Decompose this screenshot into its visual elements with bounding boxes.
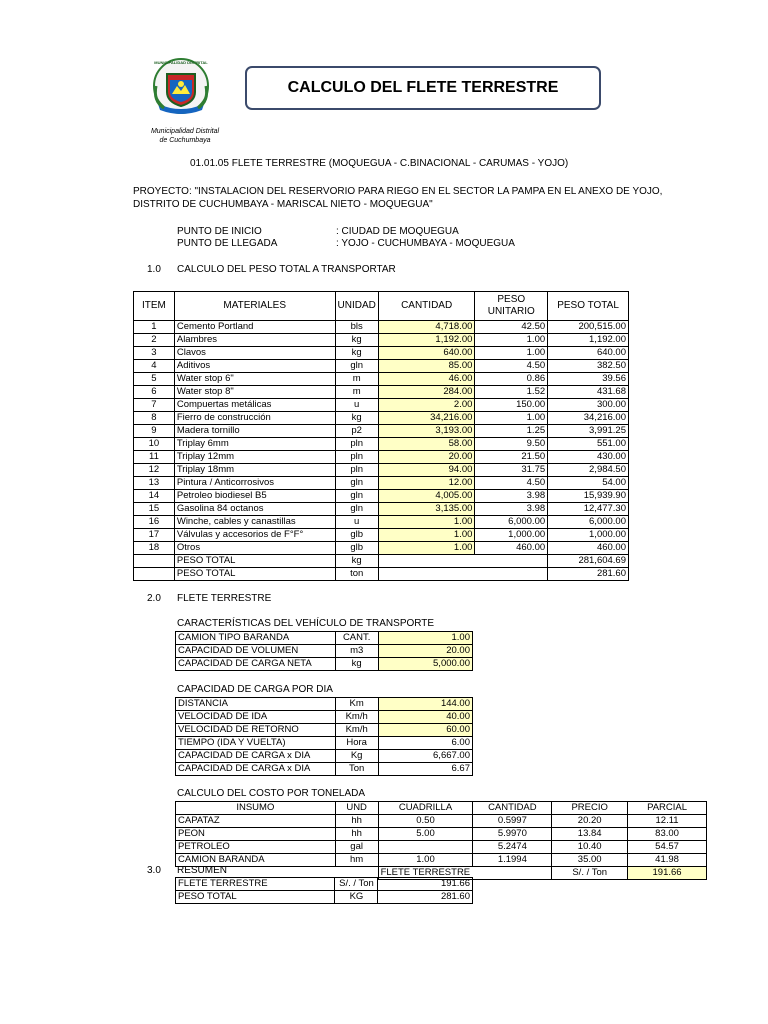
row-value: 60.00 — [378, 724, 472, 737]
item-number: 18 — [134, 542, 175, 555]
cost-insumo: PETROLEO — [176, 841, 336, 854]
material-total-weight: 39.56 — [548, 373, 629, 386]
municipality-name-line1: Municipalidad Distrital — [150, 128, 220, 135]
cost-und: hm — [335, 854, 378, 867]
material-name: Alambres — [174, 334, 335, 347]
cost-cantidad: 1.1994 — [473, 854, 552, 867]
material-unit-weight: 0.86 — [475, 373, 548, 386]
material-unit: kg — [335, 347, 378, 360]
row-value: 281.60 — [378, 891, 473, 904]
material-quantity: 1.00 — [378, 516, 475, 529]
material-unit: gln — [335, 490, 378, 503]
section-2-title: FLETE TERRESTRE — [177, 593, 272, 604]
material-quantity: 3,135.00 — [378, 503, 475, 516]
cost-cantidad: 5.2474 — [473, 841, 552, 854]
item-number: 4 — [134, 360, 175, 373]
table-row — [134, 529, 629, 542]
row-label: CAPACIDAD DE CARGA x DIA — [176, 750, 336, 763]
document-subtitle: 01.01.05 FLETE TERRESTRE (MOQUEGUA - C.BINACIONAL - CARUMAS - YOJO) — [190, 158, 569, 169]
row-value: 6,667.00 — [378, 750, 472, 763]
cost-header-und: UND — [335, 802, 378, 815]
cost-header-cantidad: CANTIDAD — [473, 802, 552, 815]
row-label: CAPACIDAD DE VOLUMEN — [176, 645, 336, 658]
daily-capacity-table — [175, 697, 473, 776]
material-quantity: 94.00 — [378, 464, 475, 477]
cost-insumo: CAPATAZ — [176, 815, 336, 828]
section-3-title: RESUMEN — [177, 865, 228, 876]
table-row — [134, 542, 629, 555]
material-unit-weight: 1.25 — [475, 425, 548, 438]
item-number: 6 — [134, 386, 175, 399]
item-number: 15 — [134, 503, 175, 516]
material-unit-weight: 9.50 — [475, 438, 548, 451]
row-value: 5,000.00 — [378, 658, 472, 671]
vehicle-section-title: CARACTERÍSTICAS DEL VEHÍCULO DE TRANSPORTE — [177, 618, 435, 629]
item-number: 13 — [134, 477, 175, 490]
material-unit-weight: 460.00 — [475, 542, 548, 555]
material-total-weight: 3,991.25 — [548, 425, 629, 438]
item-number: 16 — [134, 516, 175, 529]
material-unit: glb — [335, 542, 378, 555]
item-number: 7 — [134, 399, 175, 412]
cost-parcial: 54.57 — [628, 841, 707, 854]
table-row — [134, 412, 629, 425]
material-quantity: 46.00 — [378, 373, 475, 386]
table-row — [134, 321, 629, 334]
material-unit: gln — [335, 477, 378, 490]
table-row — [134, 503, 629, 516]
row-unit: kg — [335, 658, 378, 671]
material-quantity: 640.00 — [378, 347, 475, 360]
cost-total-value: 191.66 — [628, 867, 707, 880]
cost-insumo: CAMION BARANDA — [176, 854, 336, 867]
municipality-logo — [150, 56, 212, 122]
table-row — [134, 347, 629, 360]
header-peso-unitario: PESO UNITARIO — [475, 292, 548, 321]
material-unit-weight: 21.50 — [475, 451, 548, 464]
row-label: TIEMPO (IDA Y VUELTA) — [176, 737, 336, 750]
material-unit: u — [335, 516, 378, 529]
header-cantidad: CANTIDAD — [378, 292, 475, 321]
table-row — [176, 711, 473, 724]
cost-header-precio: PRECIO — [552, 802, 628, 815]
row-value: 144.00 — [378, 698, 472, 711]
table-row — [176, 828, 707, 841]
total-kg-label: PESO TOTAL — [174, 555, 335, 568]
cost-cantidad: 0.5997 — [473, 815, 552, 828]
table-row — [176, 841, 707, 854]
material-total-weight: 54.00 — [548, 477, 629, 490]
material-name: Madera tornillo — [174, 425, 335, 438]
table-row — [176, 737, 473, 750]
material-unit-weight: 31.75 — [475, 464, 548, 477]
table-row — [134, 516, 629, 529]
item-number: 11 — [134, 451, 175, 464]
table-row — [176, 658, 473, 671]
material-unit-weight: 3.98 — [475, 503, 548, 516]
material-unit-weight: 4.50 — [475, 477, 548, 490]
table-row — [176, 891, 473, 904]
section-1-title: CALCULO DEL PESO TOTAL A TRANSPORTAR — [177, 264, 396, 275]
section-1-number: 1.0 — [147, 264, 161, 275]
municipality-name-line2: de Cuchumbaya — [159, 137, 211, 144]
row-label: CAPACIDAD DE CARGA x DIA — [176, 763, 336, 776]
summary-table — [175, 877, 473, 904]
cost-und: hh — [335, 828, 378, 841]
material-total-weight: 6,000.00 — [548, 516, 629, 529]
total-kg-value: 281,604.69 — [548, 555, 629, 568]
material-unit: gln — [335, 360, 378, 373]
material-total-weight: 430.00 — [548, 451, 629, 464]
table-row — [176, 724, 473, 737]
table-row — [134, 477, 629, 490]
material-quantity: 4,718.00 — [378, 321, 475, 334]
item-number: 14 — [134, 490, 175, 503]
total-ton-unit: ton — [335, 568, 378, 581]
cost-und: hh — [335, 815, 378, 828]
material-unit: pln — [335, 464, 378, 477]
cost-header-cuadrilla: CUADRILLA — [378, 802, 473, 815]
table-row — [176, 815, 707, 828]
table-row — [134, 386, 629, 399]
logo-arc-text: MUNICIPALIDAD DISTRITAL — [154, 60, 208, 65]
section-2-number: 2.0 — [147, 593, 161, 604]
cost-precio: 35.00 — [552, 854, 628, 867]
total-ton-row — [134, 568, 629, 581]
material-name: Triplay 18mm — [174, 464, 335, 477]
material-name: Winche, cables y canastillas — [174, 516, 335, 529]
table-row — [176, 750, 473, 763]
material-quantity: 12.00 — [378, 477, 475, 490]
material-quantity: 34,216.00 — [378, 412, 475, 425]
cost-section-title: CALCULO DEL COSTO POR TONELADA — [177, 788, 366, 799]
row-value: 40.00 — [378, 711, 472, 724]
material-quantity: 20.00 — [378, 451, 475, 464]
material-total-weight: 431.68 — [548, 386, 629, 399]
material-unit-weight: 150.00 — [475, 399, 548, 412]
material-quantity: 284.00 — [378, 386, 475, 399]
material-unit-weight: 1.00 — [475, 412, 548, 425]
row-unit: KG — [335, 891, 378, 904]
material-total-weight: 200,515.00 — [548, 321, 629, 334]
material-unit-weight: 1.52 — [475, 386, 548, 399]
material-name: Aditivos — [174, 360, 335, 373]
cost-parcial: 12.11 — [628, 815, 707, 828]
section-3-number: 3.0 — [147, 865, 161, 876]
item-number: 9 — [134, 425, 175, 438]
header-materiales: MATERIALES — [174, 292, 335, 321]
row-label: VELOCIDAD DE RETORNO — [176, 724, 336, 737]
material-name: Petroleo biodiesel B5 — [174, 490, 335, 503]
cost-cantidad: 5.9970 — [473, 828, 552, 841]
material-unit: pln — [335, 438, 378, 451]
material-total-weight: 382.50 — [548, 360, 629, 373]
table-row — [176, 632, 473, 645]
row-value: 6.67 — [378, 763, 472, 776]
header-peso-total: PESO TOTAL — [548, 292, 629, 321]
total-ton-value: 281.60 — [548, 568, 629, 581]
materials-header-row — [134, 292, 629, 321]
material-name: Triplay 12mm — [174, 451, 335, 464]
material-unit: kg — [335, 334, 378, 347]
item-number: 8 — [134, 412, 175, 425]
cost-und: gal — [335, 841, 378, 854]
row-label: CAPACIDAD DE CARGA NETA — [176, 658, 336, 671]
cost-cuadrilla: 1.00 — [378, 854, 473, 867]
item-number: 5 — [134, 373, 175, 386]
item-number: 12 — [134, 464, 175, 477]
municipality-name — [140, 127, 230, 145]
material-unit: m — [335, 386, 378, 399]
table-row — [176, 854, 707, 867]
row-label: FLETE TERRESTRE — [176, 878, 335, 891]
material-unit-weight: 4.50 — [475, 360, 548, 373]
material-total-weight: 551.00 — [548, 438, 629, 451]
table-row — [134, 334, 629, 347]
table-row — [176, 763, 473, 776]
table-row — [134, 464, 629, 477]
material-unit-weight: 1,000.00 — [475, 529, 548, 542]
material-total-weight: 460.00 — [548, 542, 629, 555]
table-row — [134, 425, 629, 438]
row-label: CAMION TIPO BARANDA — [176, 632, 336, 645]
material-unit: glb — [335, 529, 378, 542]
material-name: Gasolina 84 octanos — [174, 503, 335, 516]
material-name: Fierro de construcción — [174, 412, 335, 425]
material-name: Water stop 8" — [174, 386, 335, 399]
row-label: PESO TOTAL — [176, 891, 335, 904]
cost-cuadrilla: 5.00 — [378, 828, 473, 841]
cost-precio: 10.40 — [552, 841, 628, 854]
table-row — [176, 645, 473, 658]
item-number: 1 — [134, 321, 175, 334]
item-number: 10 — [134, 438, 175, 451]
material-name: Water stop 6" — [174, 373, 335, 386]
total-ton-label: PESO TOTAL — [174, 568, 335, 581]
material-unit: m — [335, 373, 378, 386]
cost-cuadrilla: 0.50 — [378, 815, 473, 828]
logo-ribbon-text: CUCHUMBAYA — [163, 114, 199, 120]
end-point-label: PUNTO DE LLEGADA — [177, 238, 278, 249]
daily-capacity-title: CAPACIDAD DE CARGA POR DIA — [177, 684, 333, 695]
item-number: 17 — [134, 529, 175, 542]
cost-header-row — [176, 802, 707, 815]
row-unit: S/. / Ton — [335, 878, 378, 891]
cost-parcial: 41.98 — [628, 854, 707, 867]
table-row — [176, 878, 473, 891]
row-unit: Hora — [335, 737, 378, 750]
material-quantity: 1.00 — [378, 529, 475, 542]
cost-insumo: PEON — [176, 828, 336, 841]
material-name: Clavos — [174, 347, 335, 360]
material-total-weight: 12,477.30 — [548, 503, 629, 516]
material-name: Triplay 6mm — [174, 438, 335, 451]
material-unit: u — [335, 399, 378, 412]
row-unit: Km/h — [335, 724, 378, 737]
table-row — [134, 451, 629, 464]
item-number: 3 — [134, 347, 175, 360]
cost-precio: 20.20 — [552, 815, 628, 828]
row-unit: Kg — [335, 750, 378, 763]
material-name: Cemento Portland — [174, 321, 335, 334]
material-unit: bls — [335, 321, 378, 334]
material-total-weight: 34,216.00 — [548, 412, 629, 425]
start-point-label: PUNTO DE INICIO — [177, 226, 262, 237]
cost-header-insumo: INSUMO — [176, 802, 336, 815]
material-unit-weight: 1.00 — [475, 334, 548, 347]
header-unidad: UNIDAD — [335, 292, 378, 321]
total-kg-row — [134, 555, 629, 568]
material-quantity: 1.00 — [378, 542, 475, 555]
row-unit: CANT. — [335, 632, 378, 645]
table-row — [176, 698, 473, 711]
cost-header-parcial: PARCIAL — [628, 802, 707, 815]
row-unit: Km/h — [335, 711, 378, 724]
material-total-weight: 15,939.90 — [548, 490, 629, 503]
cost-parcial: 83.00 — [628, 828, 707, 841]
cost-precio: 13.84 — [552, 828, 628, 841]
table-row — [134, 399, 629, 412]
material-total-weight: 1,000.00 — [548, 529, 629, 542]
table-row — [134, 360, 629, 373]
material-name: Válvulas y accesorios de F°F° — [174, 529, 335, 542]
row-value: 20.00 — [378, 645, 472, 658]
table-row — [134, 490, 629, 503]
material-quantity: 3,193.00 — [378, 425, 475, 438]
material-unit-weight: 1.00 — [475, 347, 548, 360]
header-item: ITEM — [134, 292, 175, 321]
item-number: 2 — [134, 334, 175, 347]
material-total-weight: 2,984.50 — [548, 464, 629, 477]
cost-total-label: FLETE TERRESTRE — [378, 867, 552, 880]
material-name: Pintura / Anticorrosivos — [174, 477, 335, 490]
material-unit-weight: 42.50 — [475, 321, 548, 334]
row-unit: Km — [335, 698, 378, 711]
cost-total-unit: S/. / Ton — [552, 867, 628, 880]
page-title: CALCULO DEL FLETE TERRESTRE — [245, 66, 601, 110]
material-total-weight: 300.00 — [548, 399, 629, 412]
row-value: 6.00 — [378, 737, 472, 750]
material-unit: p2 — [335, 425, 378, 438]
end-point-value: : YOJO - CUCHUMBAYA - MOQUEGUA — [336, 238, 515, 249]
material-quantity: 2.00 — [378, 399, 475, 412]
start-point-value: : CIUDAD DE MOQUEGUA — [336, 226, 459, 237]
material-quantity: 4,005.00 — [378, 490, 475, 503]
material-unit-weight: 6,000.00 — [475, 516, 548, 529]
material-name: Compuertas metálicas — [174, 399, 335, 412]
row-value: 1.00 — [378, 632, 472, 645]
material-unit-weight: 3.98 — [475, 490, 548, 503]
material-quantity: 85.00 — [378, 360, 475, 373]
material-unit: gln — [335, 503, 378, 516]
row-value: 191.66 — [378, 878, 473, 891]
row-unit: m3 — [335, 645, 378, 658]
material-unit: kg — [335, 412, 378, 425]
row-label: DISTANCIA — [176, 698, 336, 711]
table-row — [134, 438, 629, 451]
project-line-1: PROYECTO: "INSTALACION DEL RESERVORIO PARA RIEGO EN EL SECTOR LA PAMPA EN EL ANEXO DE YOJO, — [133, 186, 663, 197]
material-unit: pln — [335, 451, 378, 464]
cost-table — [175, 801, 707, 880]
row-label: VELOCIDAD DE IDA — [176, 711, 336, 724]
material-name: Otros — [174, 542, 335, 555]
row-unit: Ton — [335, 763, 378, 776]
table-row — [134, 373, 629, 386]
material-quantity: 58.00 — [378, 438, 475, 451]
total-kg-unit: kg — [335, 555, 378, 568]
cost-cuadrilla — [378, 841, 473, 854]
project-line-2: DISTRITO DE CUCHUMBAYA - MARISCAL NIETO - MOQUEGUA" — [133, 199, 433, 210]
material-total-weight: 640.00 — [548, 347, 629, 360]
material-total-weight: 1,192.00 — [548, 334, 629, 347]
material-quantity: 1,192.00 — [378, 334, 475, 347]
vehicle-table — [175, 631, 473, 671]
materials-table — [133, 291, 629, 581]
